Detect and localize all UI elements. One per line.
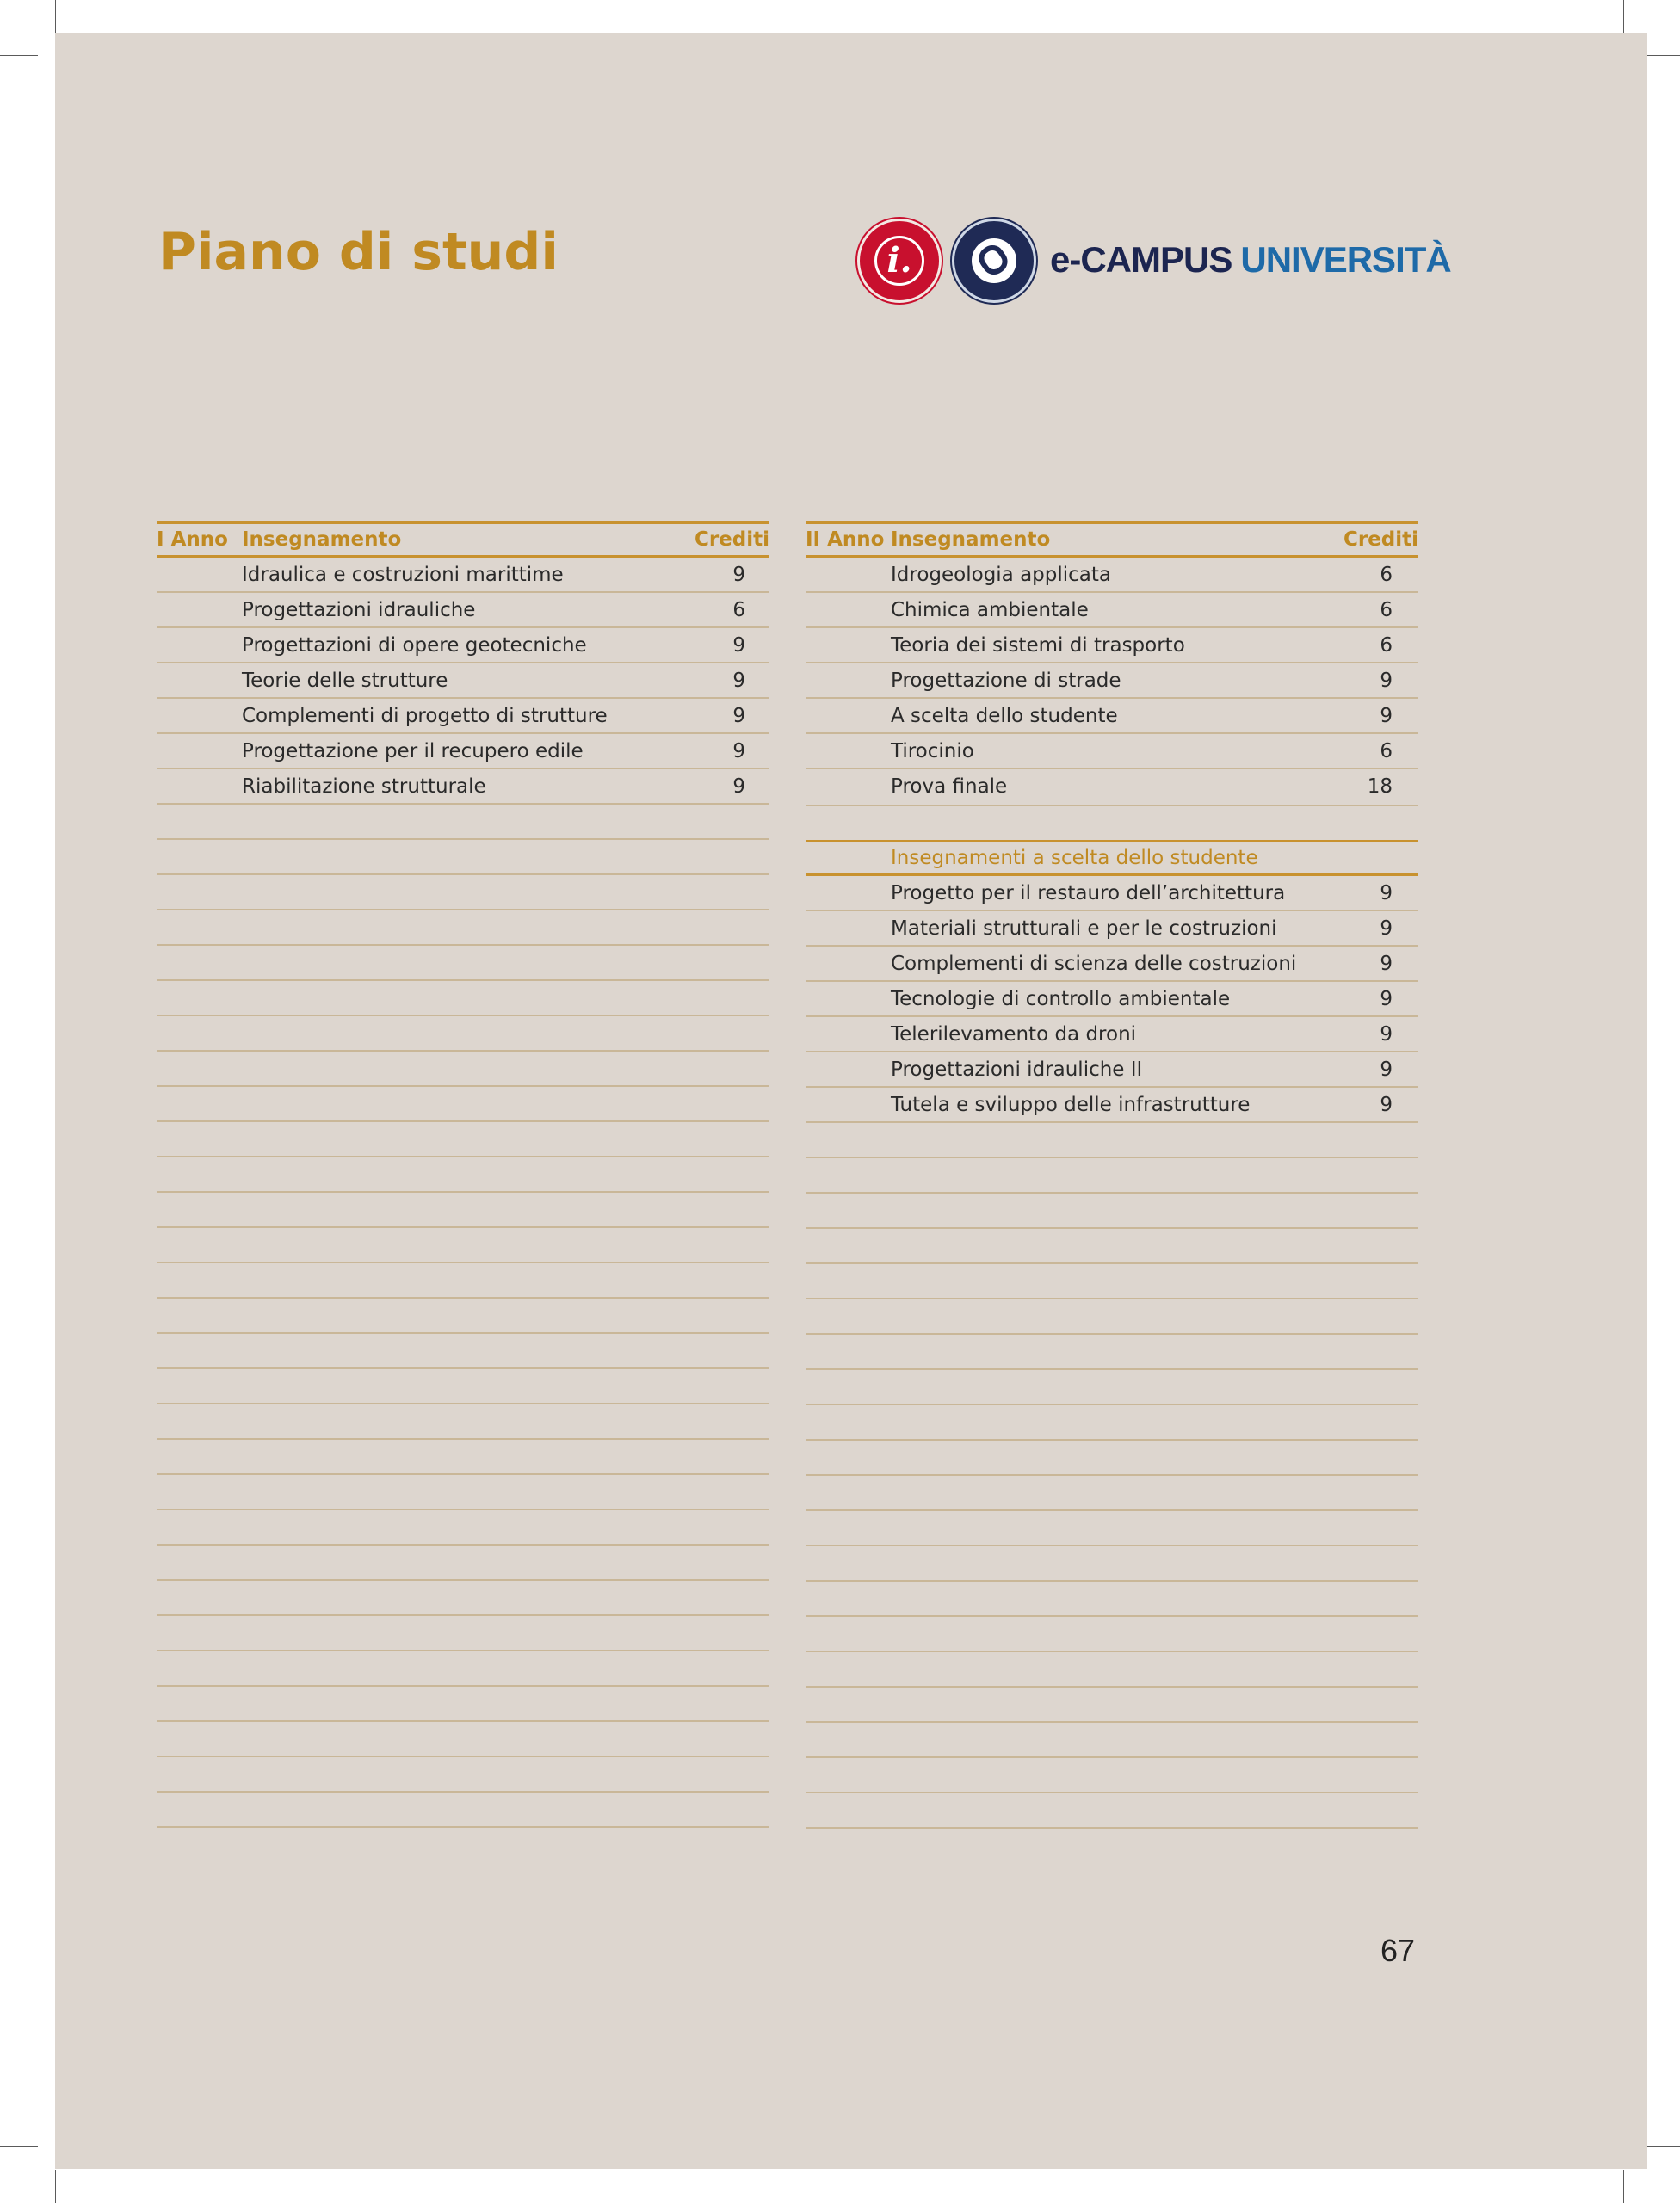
empty-row (157, 1299, 769, 1334)
crop-mark (0, 55, 38, 56)
table-row (806, 1088, 1418, 1123)
table-row (806, 628, 1418, 663)
crop-mark (0, 2146, 38, 2147)
seal-letter: i. (874, 236, 924, 286)
empty-row (157, 1651, 769, 1687)
empty-row (157, 1228, 769, 1263)
course-header: Insegnamento (891, 528, 1051, 551)
course-name: Tirocinio (891, 740, 974, 762)
empty-row (806, 1158, 1418, 1194)
table-row (806, 663, 1418, 699)
empty-row (806, 1582, 1418, 1617)
empty-row (157, 1546, 769, 1581)
empty-row (806, 1688, 1418, 1723)
empty-row (806, 1617, 1418, 1652)
logo (857, 217, 1451, 306)
empty-row (157, 840, 769, 875)
table-row (806, 699, 1418, 734)
course-credits: 6 (1380, 740, 1393, 762)
empty-row (806, 1723, 1418, 1758)
table-row (806, 805, 1418, 840)
crop-mark (1623, 0, 1624, 33)
table-row (157, 558, 769, 593)
blank-rows (157, 805, 769, 1828)
table-row (806, 876, 1418, 911)
empty-row (806, 1299, 1418, 1335)
course-credits: 9 (1380, 705, 1393, 727)
blank-rows (806, 1123, 1418, 1829)
empty-row (806, 1476, 1418, 1511)
empty-row (157, 1193, 769, 1228)
crop-mark (1623, 2170, 1624, 2203)
empty-row (157, 1687, 769, 1722)
empty-row (157, 1440, 769, 1475)
empty-row (157, 1016, 769, 1052)
empty-row (806, 1370, 1418, 1405)
course-credits: 9 (732, 705, 745, 727)
course-credits: 6 (1380, 564, 1393, 586)
course-name: Progetto per il restauro dell’architettura (891, 882, 1286, 904)
course-credits: 9 (1380, 882, 1393, 904)
empty-row (157, 1334, 769, 1369)
empty-row (806, 1546, 1418, 1582)
course-name: Chimica ambientale (891, 599, 1089, 621)
empty-row (157, 1157, 769, 1193)
course-credits: 9 (1380, 1023, 1393, 1046)
table-row (157, 734, 769, 769)
electives-header (806, 840, 1418, 876)
course-name: Progettazione per il recupero edile (242, 740, 584, 762)
course-name: Prova finale (891, 775, 1008, 798)
table-row (157, 628, 769, 663)
table-row (157, 663, 769, 699)
empty-row (806, 1229, 1418, 1264)
empty-row (157, 1122, 769, 1157)
course-credits: 9 (1380, 1094, 1393, 1116)
course-name: Idraulica e costruzioni marittime (242, 564, 564, 586)
empty-row (157, 1263, 769, 1299)
course-credits: 9 (732, 775, 745, 798)
course-credits: 9 (1380, 1058, 1393, 1081)
crop-mark (1642, 2146, 1680, 2147)
course-name: Teorie delle strutture (242, 670, 448, 692)
empty-row (157, 910, 769, 946)
table-row (806, 911, 1418, 947)
course-name: Progettazioni di opere geotecniche (242, 634, 587, 657)
empty-row (157, 805, 769, 840)
course-name: A scelta dello studente (891, 705, 1118, 727)
course-name: Progettazioni idrauliche II (891, 1058, 1143, 1081)
empty-row (157, 875, 769, 910)
empty-row (157, 1581, 769, 1616)
course-credits: 18 (1367, 775, 1393, 798)
empty-row (806, 1511, 1418, 1546)
empty-row (806, 1652, 1418, 1688)
course-name: Tecnologie di controllo ambientale (891, 988, 1231, 1010)
table-row (806, 558, 1418, 593)
empty-row (157, 1793, 769, 1828)
table-row (157, 699, 769, 734)
course-name: Telerilevamento da droni (891, 1023, 1137, 1046)
empty-row (157, 1404, 769, 1440)
table-row (806, 1017, 1418, 1052)
course-credits: 6 (732, 599, 745, 621)
electives-title: Insegnamenti a scelta dello studente (891, 847, 1258, 869)
table-header (806, 521, 1418, 558)
credits-header: Crediti (1343, 528, 1418, 551)
first-year-table (157, 521, 769, 1828)
table-row (806, 593, 1418, 628)
brand-name (1050, 234, 1451, 286)
empty-row (157, 946, 769, 981)
crop-mark (55, 0, 56, 33)
year-header: I Anno (157, 528, 228, 551)
course-credits: 6 (1380, 599, 1393, 621)
course-credits: 9 (732, 564, 745, 586)
red-seal-icon (857, 219, 942, 303)
course-credits: 6 (1380, 634, 1393, 657)
course-name: Progettazione di strade (891, 670, 1121, 692)
course-credits: 9 (1380, 988, 1393, 1010)
empty-row (157, 1087, 769, 1122)
brand-universita: UNIVERSITÀ (1240, 239, 1451, 280)
empty-row (806, 1441, 1418, 1476)
course-credits: 9 (1380, 953, 1393, 975)
course-name: Complementi di progetto di strutture (242, 705, 608, 727)
course-name: Tutela e sviluppo delle infrastrutture (891, 1094, 1251, 1116)
course-header: Insegnamento (242, 528, 402, 551)
blue-seal-icon (952, 219, 1036, 303)
empty-row (157, 981, 769, 1016)
course-credits: 9 (732, 670, 745, 692)
credits-header: Crediti (694, 528, 769, 551)
empty-row (806, 1194, 1418, 1229)
course-name: Riabilitazione strutturale (242, 775, 486, 798)
course-name: Teoria dei sistemi di trasporto (891, 634, 1185, 657)
empty-row (806, 1335, 1418, 1370)
course-name: Materiali strutturali e per le costruzioni (891, 917, 1277, 940)
brand-ecampus: e-CAMPUS (1050, 239, 1232, 280)
table-row (806, 769, 1418, 805)
table-row (157, 593, 769, 628)
empty-row (157, 1616, 769, 1651)
course-credits: 9 (1380, 670, 1393, 692)
page-title: Piano di studi (158, 222, 559, 282)
empty-row (806, 1793, 1418, 1829)
empty-row (157, 1510, 769, 1546)
empty-row (157, 1052, 769, 1087)
year-header: II Anno (806, 528, 885, 551)
course-name: Idrogeologia applicata (891, 564, 1112, 586)
course-name: Complementi di scienza delle costruzioni (891, 953, 1297, 975)
table-row (806, 734, 1418, 769)
crop-mark (1642, 55, 1680, 56)
course-name: Progettazioni idrauliche (242, 599, 476, 621)
page-number: 67 (1380, 1933, 1416, 1968)
table-row (806, 982, 1418, 1017)
second-year-table (806, 521, 1418, 1829)
empty-row (157, 1475, 769, 1510)
crop-mark (55, 2170, 56, 2203)
table-header (157, 521, 769, 558)
course-credits: 9 (732, 740, 745, 762)
empty-row (806, 1405, 1418, 1441)
table-row (157, 769, 769, 805)
empty-row (806, 1264, 1418, 1299)
empty-row (806, 1758, 1418, 1793)
empty-row (157, 1369, 769, 1404)
empty-row (157, 1757, 769, 1793)
table-row (806, 947, 1418, 982)
course-credits: 9 (1380, 917, 1393, 940)
empty-row (806, 1123, 1418, 1158)
course-credits: 9 (732, 634, 745, 657)
table-row (806, 1052, 1418, 1088)
empty-row (157, 1722, 769, 1757)
